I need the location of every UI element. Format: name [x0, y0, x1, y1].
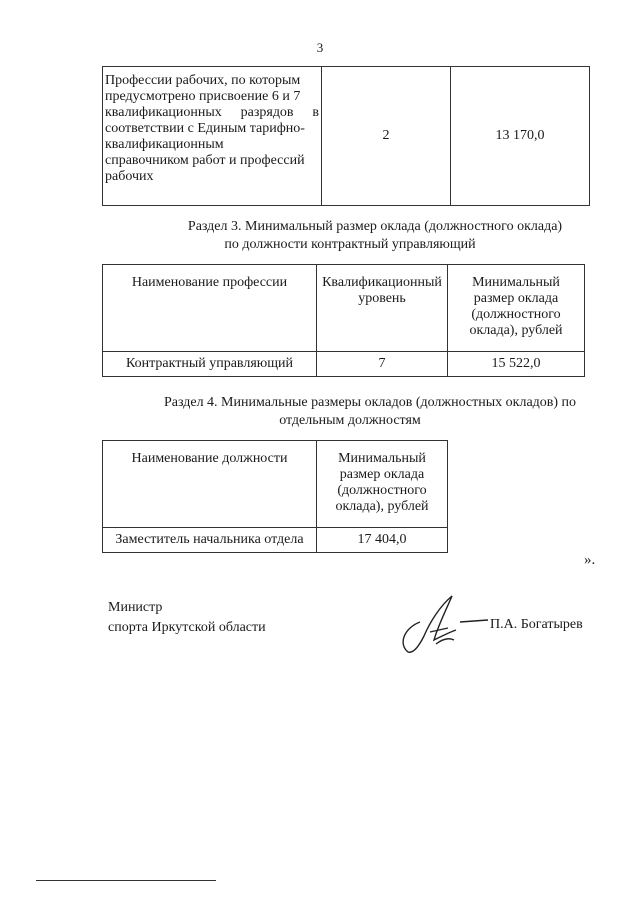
header-profession-name: Наименование профессии: [103, 265, 317, 352]
header-line: уровень: [358, 291, 406, 306]
table-row: [103, 528, 448, 553]
salary-cell: 15 522,0: [448, 352, 585, 377]
header-line: Минимальный: [338, 451, 426, 466]
header-line: Квалификационный: [322, 275, 442, 290]
table-row: [103, 67, 590, 206]
section4-heading-line1: Раздел 4. Минимальные размеры окладов (должностных окладов) по: [163, 395, 577, 410]
header-line: (должностного: [337, 483, 427, 498]
header-line: размер оклада: [473, 291, 559, 306]
section3-heading: [0, 218, 640, 254]
profession-name-line: квалификационных разрядов в: [105, 105, 319, 120]
profession-name-line: рабочих: [105, 169, 154, 184]
section3-heading-line1: Раздел 3. Минимальный размер оклада (должностного оклада): [187, 219, 563, 234]
page-number: 3: [316, 40, 324, 55]
salary-cell: 17 404,0: [317, 528, 448, 553]
profession-name-cell: [103, 67, 322, 206]
header-line: оклада), рублей: [335, 499, 429, 514]
closing-quote-mark: ».: [584, 552, 596, 568]
section3-heading-line2: по должности контрактный управляющий: [224, 237, 476, 252]
header-position-name: Наименование должности: [103, 441, 317, 528]
table-row: [103, 352, 585, 377]
header-min-salary: [448, 265, 585, 352]
profession-name-line: соответствии с Единым тарифно-: [105, 121, 305, 136]
header-min-salary: [317, 441, 448, 528]
section4-heading-line2: отдельным должностям: [279, 413, 421, 428]
header-line: (должностного: [471, 307, 561, 322]
qualification-level-cell: 2: [322, 67, 451, 206]
table-header-row: [103, 441, 448, 528]
salary-cell: 13 170,0: [451, 67, 590, 206]
position-name-cell: Заместитель начальника отдела: [103, 528, 317, 553]
table-contract-manager: [102, 264, 585, 377]
handwritten-signature: [390, 592, 490, 667]
profession-name-line: предусмотрено присвоение 6 и 7: [105, 89, 301, 104]
table-positions: [102, 440, 448, 553]
profession-name-line: Профессии рабочих, по которым: [105, 73, 301, 88]
profession-name-line: справочником работ и профессий: [105, 153, 305, 168]
qualification-level-cell: 7: [317, 352, 448, 377]
header-line: размер оклада: [339, 467, 425, 482]
signatory-title: [108, 598, 266, 638]
header-line: оклада), рублей: [469, 323, 563, 338]
table-professions-continuation: [102, 66, 590, 206]
section4-heading: [0, 394, 640, 430]
signatory-name: П.А. Богатырев: [490, 617, 583, 632]
header-qualification-level: [317, 265, 448, 352]
footer-divider: [36, 880, 216, 881]
table-header-row: [103, 265, 585, 352]
signatory-title-line1: Министр: [108, 600, 163, 615]
profession-name-cell: Контрактный управляющий: [103, 352, 317, 377]
profession-name-line: квалификационным: [105, 137, 224, 152]
signatory-title-line2: спорта Иркутской области: [108, 620, 266, 635]
header-line: Минимальный: [472, 275, 560, 290]
